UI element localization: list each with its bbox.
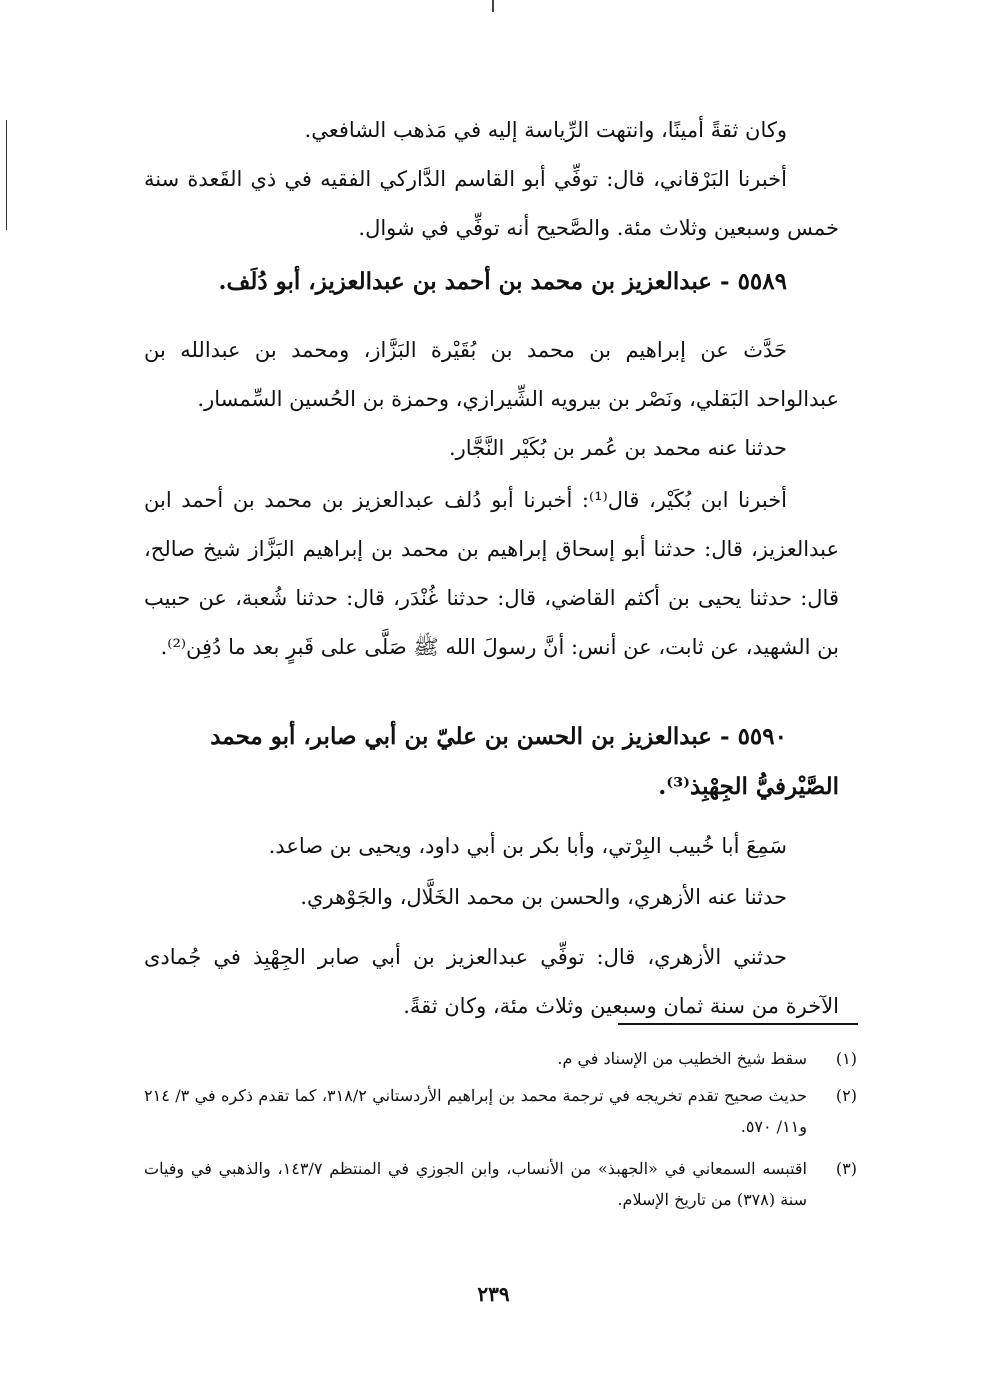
paragraph-hadith-chain: أخبرنا ابن بُكَيْر، قال⁽¹⁾: أخبرنا أبو دُلف عبدالعزيز بن محمد بن أحمد ابن عبدالعزيز، قال: حدثنا أبو إسحاق إبراهيم بن محمد بن إبراهيم البَزَّاز شيخ صالح، قال: حدثنا يحيى بن أكثم القاضي، قال: حدثنا غُنْدَر، قال: حدثنا شُعبة، عن حبيب بن الشهيد، عن ثابت، عن أنس: أنَّ رسولَ الله ﷺ صَلَّى على قَبرٍ بعد ما دُفِن⁽²⁾. (144, 488, 839, 659)
footnote-2 (144, 1080, 857, 1142)
scan-edge-line (6, 120, 7, 230)
paragraph-death-date: حدثني الأزهري، قال: توفِّي عبدالعزيز بن أبي صابر الجِهْبِذ في جُمادى الآخرة من سنة ثمان وسبعين وثلاث مئة، وكان ثقةً. (144, 945, 839, 1018)
footnote-number: (٣) (835, 1159, 857, 1178)
footnote-text: سقط شيخ الخطيب من الإسناد في م. (557, 1049, 807, 1068)
footnote-number: (٢) (835, 1086, 857, 1105)
footnote-number: (١) (835, 1049, 857, 1068)
footnote-3 (144, 1153, 857, 1215)
entry-heading-5589: ٥٥٨٩ - عبدالعزيز بن محمد بن أحمد بن عبدالعزيز، أبو دُلَف. (218, 268, 787, 295)
paragraph-death-report: أخبرنا البَرْقاني، قال: توفِّي أبو القاسم الدَّاركي الفقيه في ذي القَعدة سنة خمس وسبعين وثلاث مئة. والصَّحيح أنه توفِّي في شوال. (144, 167, 839, 240)
entry-heading-5590: ٥٥٩٠ - عبدالعزيز بن الحسن بن عليّ بن أبي صابر، أبو محمد الصَّيْرفيُّ الجِهْبِذ⁽³⁾. (210, 723, 839, 800)
paragraph-narrated-from: حَدَّث عن إبراهيم بن محمد بن بُقَيْرة البَزَّاز، ومحمد بن عبدالله بن عبدالواحد البَقلي، ونَصْر بن بيرويه الشِّيرازي، وحمزة بن الحُسين السِّمسار. (144, 338, 839, 411)
paragraph-heard-from: سَمِعَ أبا خُبيب البِرْتي، وأبا بكر بن أبي داود، ويحيى بن صاعد. (268, 834, 787, 858)
paragraph-narrated-by: حدثنا عنه محمد بن عُمر بن بُكَيْر النَّجَّار. (448, 436, 787, 460)
scan-mark (492, 0, 494, 12)
paragraph-narrated-by-2: حدثنا عنه الأزهري، والحسن بن محمد الخَلَّال، والجَوْهري. (300, 885, 787, 909)
page-number: ٢٣٩ (477, 1282, 510, 1306)
footnote-text: حديث صحيح تقدم تخريجه في ترجمة محمد بن إبراهيم الأردستاني ٣١٨/٢، كما تقدم ذكره في ٣/ ٢١٤ و١١/ ٥٧٠. (144, 1086, 808, 1136)
footnote-separator (618, 1023, 858, 1025)
footnote-text: اقتبسه السمعاني في «الجهبذ» من الأنساب، وابن الجوزي في المنتظم ١٤٣/٧، والذهبي في وفيات سنة (٣٧٨) من تاريخ الإسلام. (144, 1159, 808, 1209)
footnote-1 (144, 1043, 857, 1074)
paragraph-continuation: وكان ثقةً أمينًا، وانتهت الرِّياسة إليه في مَذهب الشافعي. (304, 118, 787, 142)
